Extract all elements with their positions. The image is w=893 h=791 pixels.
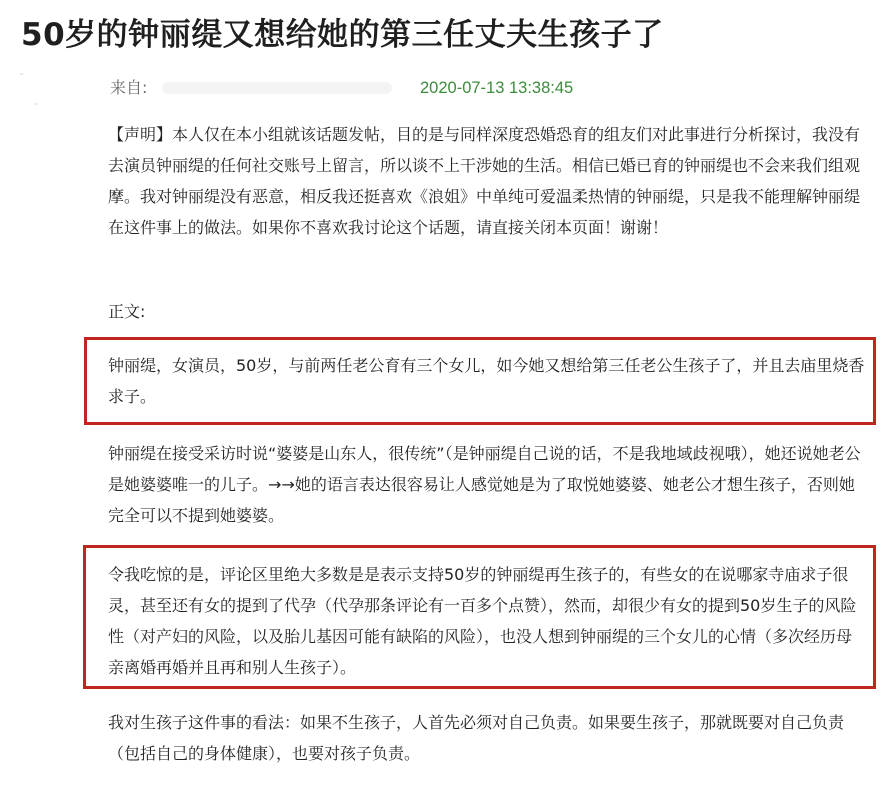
highlight-paragraph-1: 钟丽缇，女演员，50岁，与前两任老公育有三个女儿，如今她又想给第三任老公生孩子了，并且去庙里烧香求子。 (108, 356, 865, 406)
author-name-redacted[interactable] (162, 82, 392, 94)
post-date: 2020-07-13 13:38:45 (420, 79, 574, 97)
post-title: 50岁的钟丽缇又想给她的第三任丈夫生孩子了 (21, 17, 664, 53)
decorative-dot (34, 103, 37, 105)
body-paragraph-3: 我对生孩子这件事的看法：如果不生孩子，人首先必须对自己负责。如果要生孩子，那就既要对自己负责（包括自己的身体健康），也要对孩子负责。 (108, 713, 845, 763)
decorative-dot (20, 73, 23, 75)
body-paragraph-2: 钟丽缇在接受采访时说“婆婆是山东人，很传统”（是钟丽缇自己说的话，不是我地域歧视哦），她还说她老公是她婆婆唯一的儿子。→→她的语言表达很容易让人感觉她是为了取悦她婆婆、她老公才想生孩子，否则她完全可以不提到她婆婆。 (108, 444, 861, 525)
author-label: 来自: (110, 78, 148, 97)
body-label: 正文: (108, 302, 146, 321)
statement-paragraph: 【声明】本人仅在本小组就该话题发帖，目的是与同样深度恐婚恐育的组友们对此事进行分析探讨，我没有去演员钟丽缇的任何社交账号上留言，所以谈不上干涉她的生活。相信已婚已育的钟丽缇也不会来我们组观摩。我对钟丽缇没有恶意，相反我还挺喜欢《浪姐》中单纯可爱温柔热情的钟丽缇，只是我不能理解钟丽缇在这件事上的做法。如果你不喜欢我讨论这个话题，请直接关闭本页面！谢谢！ (108, 125, 861, 237)
highlight-paragraph-2: 令我吃惊的是，评论区里绝大多数是是表示支持50岁的钟丽缇再生孩子的，有些女的在说哪家寺庙求子很灵，甚至还有女的提到了代孕（代孕那条评论有一百多个点赞），然而，却很少有女的提到50岁生子的风险性（对产妇的风险，以及胎儿基因可能有缺陷的风险），也没人想到钟丽缇的三个女儿的心情（多次经历母亲离婚再婚并且再和别人生孩子）。 (108, 565, 857, 677)
post-meta (110, 75, 870, 101)
